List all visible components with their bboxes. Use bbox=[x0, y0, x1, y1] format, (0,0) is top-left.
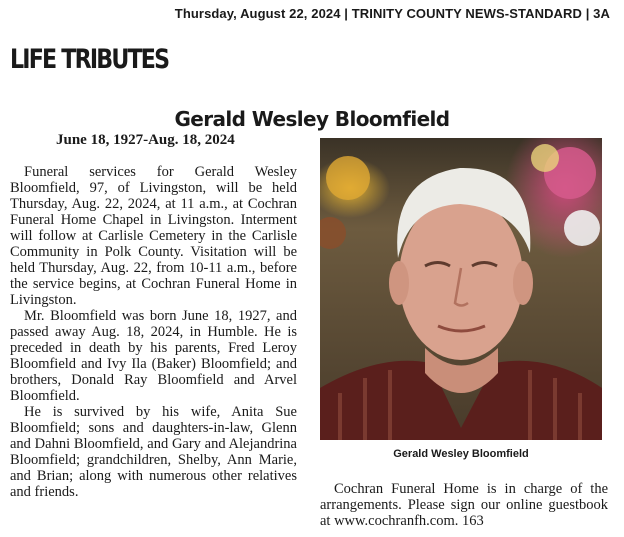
page-header: Thursday, August 22, 2024 | TRINITY COUNTY NEWS-STANDARD | 3A bbox=[174, 6, 610, 21]
portrait-illustration bbox=[320, 138, 602, 440]
obituary-body bbox=[10, 164, 297, 500]
section-title: LIFE TRIBUTES bbox=[10, 44, 169, 75]
paragraph-survivors: He is survived by his wife, Anita Sue Bloomfield; sons and daughters-in-law, Glenn and Dahni Bloomfield, and Gary and Alejandrina Bloomfield; grandchildren, Shelby, Ann Marie, and Brian; along with numerous other relatives and friends. bbox=[10, 404, 297, 500]
paragraph-arrangements: Cochran Funeral Home is in charge of the arrangements. Please sign our online guestbook at www.cochranfh.com. 163 bbox=[320, 481, 608, 529]
obituary-name: Gerald Wesley Bloomfield bbox=[174, 107, 450, 131]
obituary-closing bbox=[320, 481, 608, 529]
portrait-photo bbox=[320, 138, 602, 440]
obituary-dates: June 18, 1927-Aug. 18, 2024 bbox=[56, 132, 235, 148]
paragraph-biography: Mr. Bloomfield was born June 18, 1927, and passed away Aug. 18, 2024, in Humble. He is preceded in death by his parents, Fred Leroy Bloomfield and Ivy Ila (Baker) Bloomfield; and brothers, Donald Ray Bloomfield and Arvel Bloomfield. bbox=[10, 308, 297, 404]
photo-caption: Gerald Wesley Bloomfield bbox=[393, 448, 529, 460]
paragraph-services: Funeral services for Gerald Wesley Bloomfield, 97, of Livingston, will be held Thursday, Aug. 22, 2024, at 11 a.m., at Cochran Funeral Home Chapel in Livingston. Interment will follow at Carlisle Cemetery in the Carlisle Community in Polk County. Visitation will be held Thursday, Aug. 22, from 10-11 a.m., before the service begins, at Cochran Funeral Home in Livingston. bbox=[10, 164, 297, 308]
